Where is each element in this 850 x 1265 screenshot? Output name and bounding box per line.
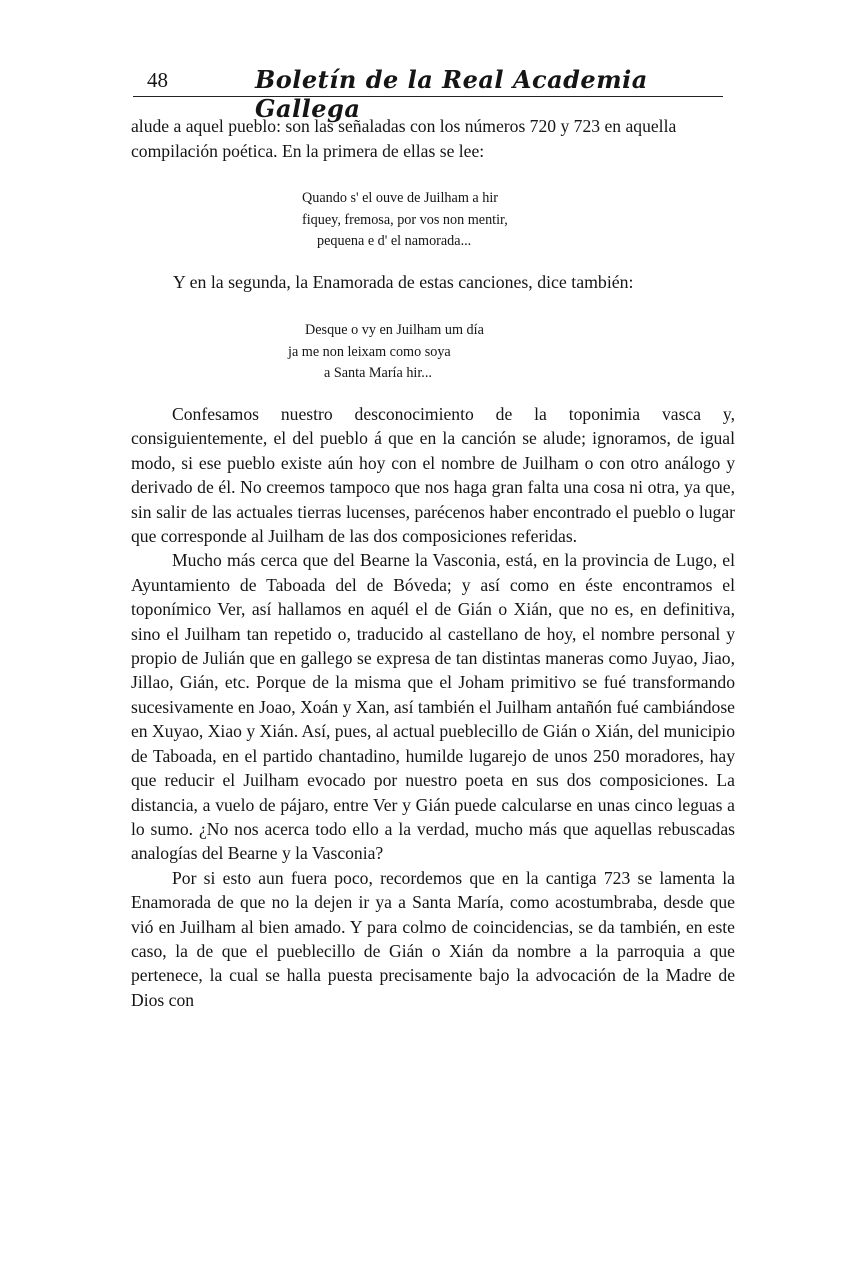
intro-paragraph: alude a aquel pueblo: son las señaladas con los números 720 y 723 en aquella compilación poética. En la primera de ellas se lee:	[131, 116, 677, 161]
paragraph: Por si esto aun fuera poco, recordemos que en la cantiga 723 se lamenta la Enamorada de que no la dejen ir ya a Santa María, como acostumbraba, desde que vió en Juilham al bien amado. Y para colmo de coincidencias, se da también, en este caso, la de que el pueblecillo de Gián o Xián da nombre a la parroquia a que pertenece, la cual se halla puesta precisamente bajo la advocación de la Madre de Dios con	[131, 867, 735, 1010]
verse-line: Quando s' el ouve de Juilham a hir	[302, 190, 499, 206]
verse-line: pequena e d' el namorada...	[317, 233, 472, 249]
verse-line: Desque o vy en Juilham um día	[305, 322, 484, 338]
page-number: 48	[147, 68, 168, 92]
verse-line: a Santa María hir...	[324, 365, 432, 381]
running-title: Boletín de la Real Academia Gallega	[255, 65, 648, 123]
verse-block-720	[302, 188, 508, 253]
body-text	[131, 402, 735, 1012]
paragraph: Mucho más cerca que del Bearne la Vasconia, está, en la provincia de Lugo, el Ayuntamiento de Taboada del de Bóveda; y así como en éste encontramos el toponímico Ver, así hallamos en aquél el de Gián o Xián, que no es, en definitiva, sino el Juilham tan repetido o, traducido al castellano de hoy, el nombre personal y propio de Julián que en gallego se expresa de tan distintas maneras como Juyao, Jiao, Jillao, Gián, etc. Porque de la misma que el Joham primitivo se fué transformando sucesivamente en Joao, Xoán y Xan, así también el Juilham antañón fué cambiándose en Xuyao, Xiao y Xián. Así, pues, al actual pueblecillo de Gián o Xián, del municipio de Taboada, en el partido chantadino, humilde lugarejo de unos 250 moradores, hay que reducir el Juilham evocado por nuestro poeta en sus dos composiciones. La distancia, a vuelo de pájaro, entre Ver y Gián puede calcularse en unas cinco leguas a lo sumo. ¿No nos acerca todo ello a la verdad, mucho más que aquellas rebuscadas analogías del Bearne y la Vasconia?	[131, 550, 735, 864]
verse-line: ja me non leixam como soya	[288, 343, 451, 360]
verse-block-723	[288, 320, 484, 385]
paragraph: Confesamos nuestro desconocimiento de la toponimia vasca y, consiguientemente, el del pueblo á que en la canción se alude; ignoramos, de igual modo, si ese pueblo existe aún hoy con el nombre de Juilham o con otro análogo y derivado de él. No creemos tampoco que nos haga gran falta una cosa ni otra, ya que, sin salir de las actuales tierras lucenses, parécenos haber encontrado el pueblo o lugar que corresponde al Juilham de las dos composiciones referidas.	[131, 404, 735, 547]
verse-line: fiquey, fremosa, por vos non mentir,	[302, 211, 508, 228]
page-header	[133, 62, 723, 123]
segue-line: Y en la segunda, la Enamorada de estas canciones, dice también:	[173, 272, 634, 292]
